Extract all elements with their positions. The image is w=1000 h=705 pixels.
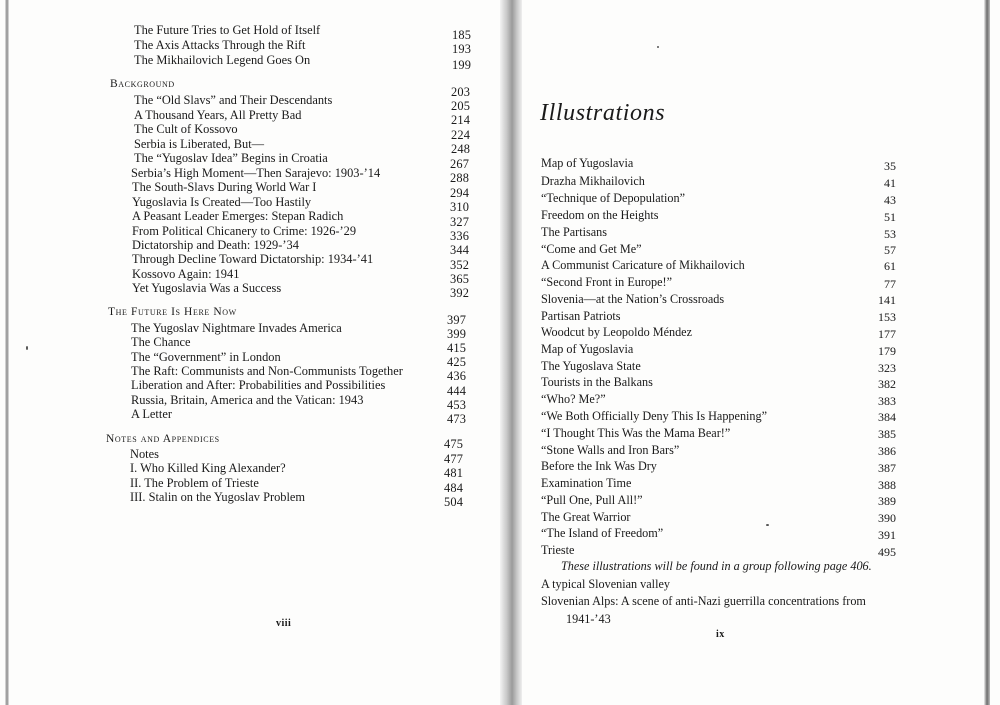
illustration-page-number: 386 (878, 444, 896, 458)
illustration-entry: “Who? Me?” (541, 392, 606, 406)
illustration-entry: “Technique of Depopulation” (541, 191, 685, 205)
contents-entry: Yet Yugoslavia Was a Success (132, 281, 282, 295)
contents-page-number: 504 (444, 495, 464, 509)
illustration-page-number: 41 (884, 176, 896, 190)
contents-page-number: 327 (450, 215, 470, 229)
section-heading-future: The Future Is Here Now (108, 306, 237, 318)
illustration-page-number: 495 (878, 545, 896, 559)
scan-speck (26, 346, 28, 350)
contents-entry: The Yugoslav Nightmare Invades America (131, 321, 342, 335)
contents-entry: The Raft: Communists and Non-Communists Together (131, 364, 403, 378)
illustration-page-number: 77 (884, 277, 896, 291)
contents-entry: A Letter (131, 407, 172, 421)
contents-entry: The Axis Attacks Through the Rift (134, 38, 306, 52)
contents-entry: Liberation and After: Probabilities and Possibilities (131, 378, 386, 392)
contents-entry: The Future Tries to Get Hold of Itself (134, 23, 321, 37)
contents-page-number: 267 (450, 157, 470, 171)
contents-entry: Through Decline Toward Dictatorship: 1934-’41 (132, 252, 374, 266)
illustration-entry: “The Island of Freedom” (541, 526, 664, 540)
illustration-entry: Map of Yugoslavia (541, 156, 634, 170)
contents-page-number: 203 (451, 85, 471, 99)
illustration-page-number: 323 (878, 361, 896, 375)
contents-page-number: 214 (451, 113, 471, 127)
contents-page-number: 473 (447, 412, 467, 426)
contents-entry: Kossovo Again: 1941 (132, 267, 240, 281)
scan-speck (766, 524, 769, 526)
illustration-page-number: 383 (878, 394, 896, 408)
illustrations-title: Illustrations (540, 100, 666, 126)
contents-entry: The “Old Slavs” and Their Descendants (134, 93, 333, 107)
contents-page-number: 477 (444, 452, 464, 466)
illustration-page-number: 153 (878, 310, 896, 324)
contents-page-number: 484 (444, 481, 464, 495)
illustration-entry: Trieste (541, 543, 575, 557)
illustration-page-number: 382 (878, 377, 896, 391)
contents-entry: A Peasant Leader Emerges: Stepan Radich (132, 209, 344, 223)
contents-entry: Serbia is Liberated, But— (134, 137, 265, 151)
contents-entry: From Political Chicanery to Crime: 1926-’29 (132, 224, 357, 238)
illustration-page-number: 61 (884, 259, 896, 273)
contents-page-number: 444 (447, 384, 467, 398)
illustration-entry: The Partisans (541, 225, 608, 239)
illustration-entry: “We Both Officially Deny This Is Happening” (541, 409, 768, 423)
contents-page-number: 294 (450, 186, 470, 200)
illustration-page-number: 390 (878, 511, 896, 525)
contents-page-number: 392 (450, 286, 470, 300)
contents-entry: I. Who Killed King Alexander? (130, 461, 286, 475)
illustrations-group-note: These illustrations will be found in a group following page 406. (561, 559, 872, 573)
group-illustration-entry: Slovenian Alps: A scene of anti-Nazi guerrilla concentrations from (541, 594, 866, 608)
illustration-entry: Tourists in the Balkans (541, 375, 653, 389)
illustration-page-number: 384 (878, 410, 896, 424)
illustration-entry: “Come and Get Me” (541, 242, 642, 256)
contents-page-number: 185 (452, 28, 472, 42)
contents-page-number: 248 (451, 142, 471, 156)
contents-page-number: 310 (450, 200, 470, 214)
illustration-entry: Slovenia—at the Nation’s Crossroads (541, 292, 725, 306)
right-page-edge (984, 0, 990, 705)
illustration-page-number: 53 (884, 227, 896, 241)
contents-entry: The South-Slavs During World War I (132, 180, 317, 194)
contents-entry: The Mikhailovich Legend Goes On (134, 53, 311, 67)
contents-page-number: 288 (450, 171, 470, 185)
contents-page-number: 475 (444, 437, 464, 451)
contents-entry: The Chance (131, 335, 191, 349)
illustration-page-number: 388 (878, 478, 896, 492)
contents-entry: Serbia’s High Moment—Then Sarajevo: 1903-’14 (131, 166, 381, 180)
contents-page-number: 397 (447, 313, 467, 327)
illustration-page-number: 35 (884, 159, 896, 173)
contents-page-number: 436 (447, 369, 467, 383)
illustration-entry: Map of Yugoslavia (541, 342, 634, 356)
contents-page-number: 336 (450, 229, 470, 243)
illustration-entry: “Second Front in Europe!” (541, 275, 672, 289)
contents-page-number: 399 (447, 327, 467, 341)
illustration-page-number: 43 (884, 193, 896, 207)
illustration-page-number: 391 (878, 528, 896, 542)
contents-entry: Dictatorship and Death: 1929-’34 (132, 238, 299, 252)
contents-entry: Yugoslavia Is Created—Too Hastily (132, 195, 312, 209)
scan-speck (657, 46, 659, 48)
illustration-entry: Woodcut by Leopoldo Méndez (541, 325, 692, 339)
illustration-entry: “I Thought This Was the Mama Bear!” (541, 426, 731, 440)
group-illustration-entry: A typical Slovenian valley (541, 577, 670, 591)
illustration-entry: Freedom on the Heights (541, 208, 659, 222)
illustration-entry: The Great Warrior (541, 510, 631, 524)
illustration-page-number: 141 (878, 293, 896, 307)
contents-page-number: 199 (452, 58, 472, 72)
contents-entry: Notes (130, 447, 159, 461)
contents-entry: A Thousand Years, All Pretty Bad (134, 108, 302, 122)
section-heading-background: Background (110, 78, 175, 90)
contents-page-number: 344 (450, 243, 470, 257)
illustration-page-number: 387 (878, 461, 896, 475)
contents-entry: III. Stalin on the Yugoslav Problem (130, 490, 306, 504)
contents-entry: The “Yugoslav Idea” Begins in Croatia (134, 151, 328, 165)
contents-entry: The Cult of Kossovo (134, 122, 238, 136)
contents-entry: The “Government” in London (131, 350, 281, 364)
illustration-page-number: 385 (878, 427, 896, 441)
illustration-entry: “Stone Walls and Iron Bars” (541, 443, 680, 457)
illustration-entry: Partisan Patriots (541, 309, 621, 323)
illustration-entry: Before the Ink Was Dry (541, 459, 657, 473)
illustration-page-number: 57 (884, 243, 896, 257)
book-gutter (500, 0, 522, 705)
illustration-page-number: 51 (884, 210, 896, 224)
page-folio-left: viii (276, 618, 292, 629)
left-page-edge (5, 0, 9, 705)
contents-page-number: 205 (451, 99, 471, 113)
illustration-entry: A Communist Caricature of Mikhailovich (541, 258, 745, 272)
contents-page-number: 425 (447, 355, 467, 369)
contents-page-number: 365 (450, 272, 470, 286)
contents-page-number: 224 (451, 128, 471, 142)
illustration-entry: Drazha Mikhailovich (541, 174, 645, 188)
contents-page-number: 453 (447, 398, 467, 412)
page-folio-right: ix (716, 629, 725, 640)
contents-entry: II. The Problem of Trieste (130, 476, 259, 490)
group-illustration-entry-continued: 1941-’43 (566, 612, 611, 626)
illustration-page-number: 177 (878, 327, 896, 341)
section-heading-notes: Notes and Appendices (106, 433, 220, 445)
contents-page-number: 193 (452, 42, 472, 56)
contents-page-number: 415 (447, 341, 467, 355)
contents-page-number: 481 (444, 466, 464, 480)
illustration-entry: Examination Time (541, 476, 632, 490)
illustration-page-number: 389 (878, 494, 896, 508)
contents-entry: Russia, Britain, America and the Vatican: 1943 (131, 393, 364, 407)
illustration-entry: The Yugoslava State (541, 359, 641, 373)
contents-page-number: 352 (450, 258, 470, 272)
illustration-page-number: 179 (878, 344, 896, 358)
illustration-entry: “Pull One, Pull All!” (541, 493, 643, 507)
